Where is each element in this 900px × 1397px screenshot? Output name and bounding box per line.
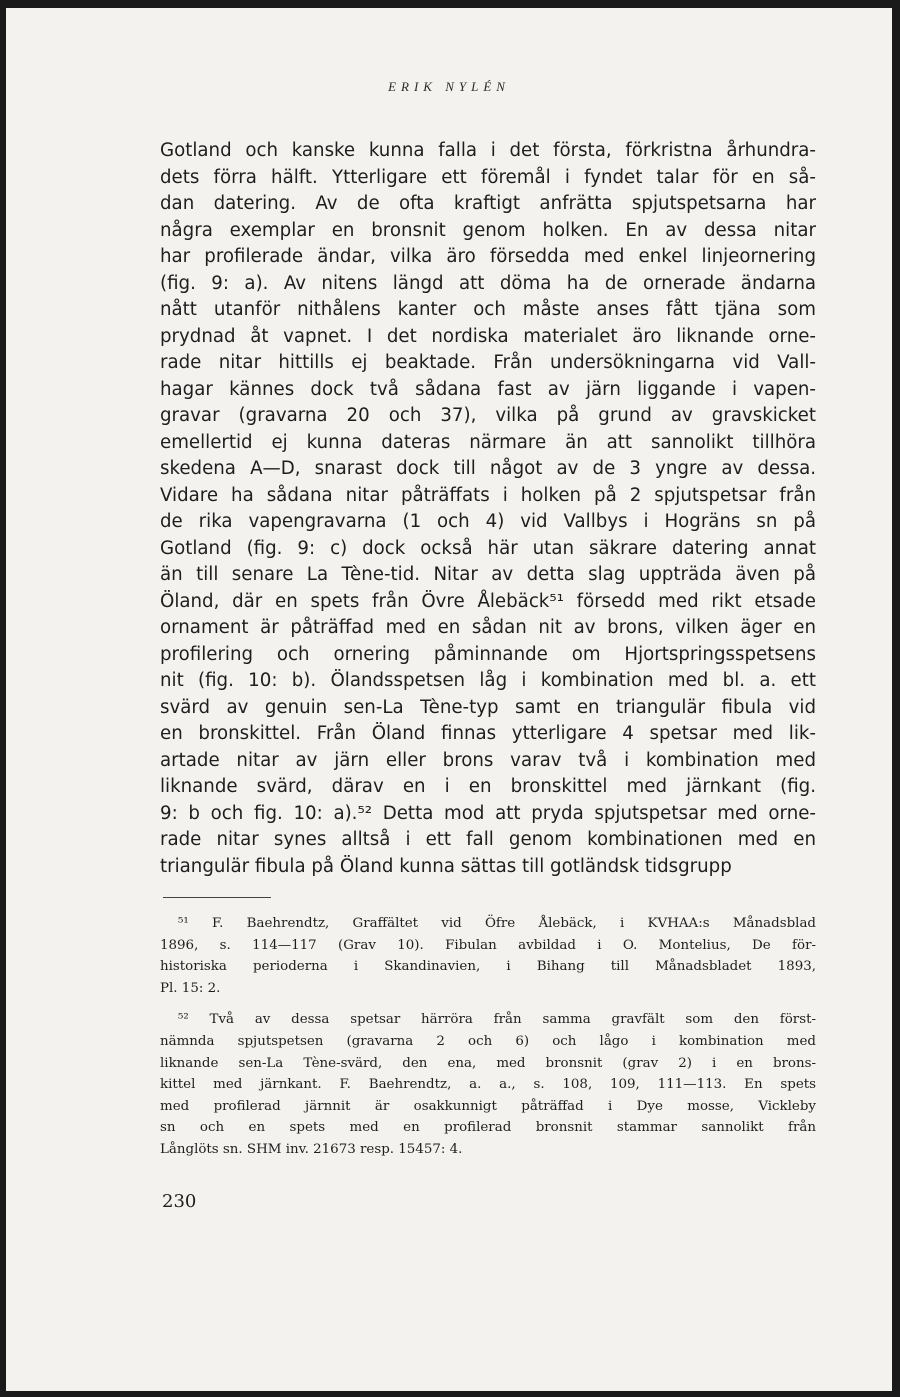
- footnote-line: ⁵² Två av dessa spetsar härröra från samma gravfält som den först-: [178, 1012, 816, 1028]
- body-line: Gotland (fig. 9: c) dock också här utan säkrare datering annat: [160, 537, 816, 559]
- body-line: svärd av genuin sen-La Tène-typ samt en triangulär fibula vid: [160, 696, 816, 718]
- body-line: skedena A—D, snarast dock till något av de 3 yngre av dessa.: [160, 458, 816, 479]
- footnote-line: Långlöts sn. SHM inv. 21673 resp. 15457: 4.: [160, 1141, 463, 1157]
- body-line: dets förra hälft. Ytterligare ett föremål i fyndet talar för en så-: [160, 166, 816, 188]
- book-page: [6, 8, 892, 1391]
- body-line: än till senare La Tène-tid. Nitar av detta slag uppträda även på: [160, 564, 816, 585]
- body-line: de rika vapengravarna (1 och 4) vid Vallbys i Hogräns sn på: [160, 511, 816, 532]
- body-line: dan datering. Av de ofta kraftigt anfrätta spjutspetsarna har: [160, 193, 816, 214]
- footnote-line: liknande sen-La Tène-svärd, den ena, med bronsnit (grav 2) i en brons-: [160, 1055, 816, 1071]
- body-line: emellertid ej kunna dateras närmare än att sannolikt tillhöra: [160, 431, 816, 453]
- body-line: Vidare ha sådana nitar påträffats i holken på 2 spjutspetsar från: [160, 484, 816, 506]
- body-line: 9: b och fig. 10: a).⁵² Detta mod att pryda spjutspetsar med orne-: [160, 802, 816, 824]
- body-line: nit (fig. 10: b). Ölandsspetsen låg i kombination med bl. a. ett: [160, 670, 816, 691]
- body-line: rade nitar hittills ej beaktade. Från undersökningarna vid Vall-: [160, 352, 816, 373]
- body-line: hagar kännes dock två sådana fast av järn liggande i vapen-: [160, 378, 816, 400]
- body-line: har profilerade ändar, vilka äro försedda med enkel linjeornering: [160, 246, 816, 267]
- footnote-51: [160, 913, 816, 999]
- body-line: några exemplar en bronsnit genom holken. En av dessa nitar: [160, 219, 816, 241]
- running-head: ERIK NYLÉN: [388, 79, 510, 94]
- body-text: [160, 138, 816, 880]
- footnote-line: Pl. 15: 2.: [160, 980, 221, 996]
- footnote-line: sn och en spets med en profilerad bronsnit stammar sannolikt från: [160, 1120, 816, 1136]
- footnotes: [160, 913, 816, 1161]
- footnote-line: kittel med järnkant. F. Baehrendtz, a. a., s. 108, 109, 111—113. En spets: [160, 1077, 816, 1093]
- body-line: Öland, där en spets från Övre Ålebäck⁵¹ försedd med rikt etsade: [160, 590, 816, 612]
- footnote-52: [160, 1009, 816, 1160]
- footnote-line: nämnda spjutspetsen (gravarna 2 och 6) och lågo i kombination med: [160, 1033, 816, 1049]
- body-line: rade nitar synes alltså i ett fall genom kombinationen med en: [160, 829, 816, 850]
- body-line: (fig. 9: a). Av nitens längd att döma ha de ornerade ändarna: [160, 272, 816, 294]
- body-line: Gotland och kanske kunna falla i det första, förkristna århundra-: [160, 140, 816, 161]
- footnote-line: ⁵¹ F. Baehrendtz, Graffältet vid Öfre Ålebäck, i KVHAA:s Månadsblad: [178, 916, 816, 931]
- footnote-gap: [160, 999, 816, 1009]
- footnote-line: med profilerad järnnit är osakkunnigt påträffad i Dye mosse, Vickleby: [160, 1098, 816, 1114]
- body-line: gravar (gravarna 20 och 37), vilka på grund av gravskicket: [160, 405, 816, 426]
- body-line: triangulär fibula på Öland kunna sättas till gotländsk tidsgrupp: [160, 855, 732, 877]
- footnote-line: historiska perioderna i Skandinavien, i Bihang till Månadsbladet 1893,: [160, 959, 816, 975]
- body-line: en bronskittel. Från Öland finnas ytterligare 4 spetsar med lik-: [160, 723, 816, 744]
- body-line: artade nitar av järn eller brons varav två i kombination med: [160, 749, 816, 771]
- page-number: 230: [162, 1191, 197, 1212]
- body-line: liknande svärd, därav en i en bronskittel med järnkant (fig.: [160, 776, 816, 797]
- footnote-divider: [163, 897, 271, 898]
- footnote-line: 1896, s. 114—117 (Grav 10). Fibulan avbildad i O. Montelius, De för-: [160, 937, 816, 953]
- body-line: profilering och ornering påminnande om Hjortspringsspetsens: [160, 643, 816, 665]
- body-line: nått utanför nithålens kanter och måste anses fått tjäna som: [160, 299, 816, 320]
- body-line: ornament är påträffad med en sådan nit av brons, vilken äger en: [160, 617, 816, 638]
- body-line: prydnad åt vapnet. I det nordiska materialet äro liknande orne-: [160, 325, 816, 347]
